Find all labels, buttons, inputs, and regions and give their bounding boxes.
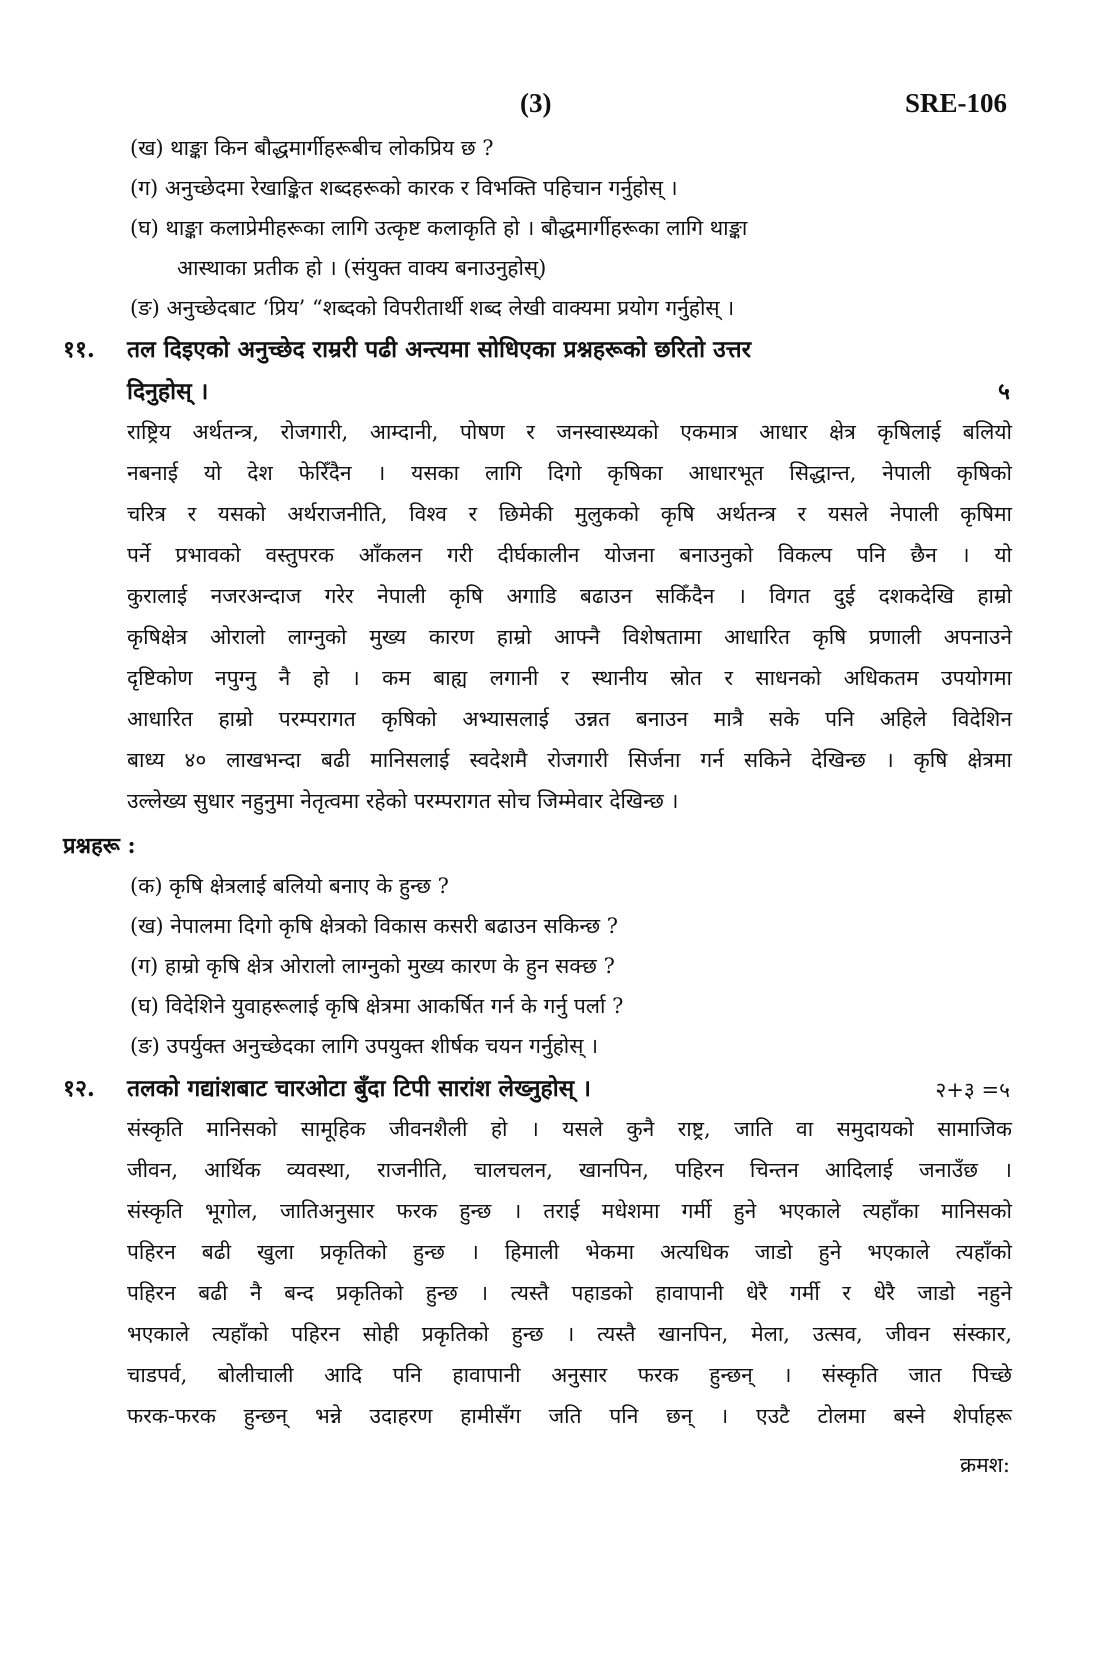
q11-question-ka: (क) कृषि क्षेत्रलाई बलियो बनाए के हुन्छ ? bbox=[130, 874, 449, 898]
continued-note: क्रमश: bbox=[959, 1453, 1010, 1477]
q11-passage-line: कुरालाई नजरअन्दाज गरेर नेपाली कृषि अगाडि बढाउन सकिँदैन । विगत दुई दशकदेखि हाम्रो bbox=[127, 584, 1012, 608]
paper-code: SRE-106 bbox=[904, 88, 1007, 118]
q11-question-kha: (ख) नेपालमा दिगो कृषि क्षेत्रको विकास कसरी बढाउन सकिन्छ ? bbox=[130, 914, 619, 938]
q12-marks: २+३ =५ bbox=[935, 1078, 1010, 1102]
q11-passage-line: कृषिक्षेत्र ओरालो लाग्नुको मुख्य कारण हाम्रो आफ्नै विशेषतामा आधारित कृषि प्रणाली अपनाउने bbox=[127, 625, 1012, 649]
q10-sub-kha: (ख) थाङ्का किन बौद्धमार्गीहरूबीच लोकप्रिय छ ? bbox=[130, 136, 494, 160]
q12-passage-line: चाडपर्व, बोलीचाली आदि पनि हावापानी अनुसार फरक हुन्छन् । संस्कृति जात पिच्छे bbox=[127, 1363, 1012, 1387]
q12-number: १२. bbox=[63, 1075, 95, 1102]
q11-passage-line: आधारित हाम्रो परम्परागत कृषिको अभ्यासलाई उन्नत बनाउन मात्रै सके पनि अहिले विदेशिन bbox=[127, 707, 1012, 731]
q11-question-gha: (घ) विदेशिने युवाहरूलाई कृषि क्षेत्रमा आकर्षित गर्न के गर्नु पर्ला ? bbox=[130, 994, 624, 1018]
q11-passage-line: बाध्य ४० लाखभन्दा बढी मानिसलाई स्वदेशमै रोजगारी सिर्जना गर्न सकिने देखिन्छ । कृषि क्षेत्रमा bbox=[127, 748, 1012, 772]
q11-passage-line: उल्लेख्य सुधार नहुनुमा नेतृत्वमा रहेको परम्परागत सोच जिम्मेवार देखिन्छ । bbox=[127, 789, 679, 813]
q10-sub-gha-cont: आस्थाका प्रतीक हो । (संयुक्त वाक्य बनाउनुहोस्) bbox=[177, 256, 547, 280]
q12-passage-line: संस्कृति भूगोल, जातिअनुसार फरक हुन्छ । तराई मधेशमा गर्मी हुने भएकाले त्यहाँका मानिसको bbox=[127, 1199, 1012, 1223]
page-header bbox=[0, 88, 1103, 128]
q12-passage-line: पहिरन बढी नै बन्द प्रकृतिको हुन्छ । त्यस्तै पहाडको हावापानी धेरै गर्मी र धेरै जाडो नहुने bbox=[127, 1281, 1012, 1305]
q12-passage-line: पहिरन बढी खुला प्रकृतिको हुन्छ । हिमाली भेकमा अत्यधिक जाडो हुने भएकाले त्यहाँको bbox=[127, 1240, 1012, 1264]
q12-passage-line: फरक-फरक हुन्छन् भन्ने उदाहरण हामीसँग जति पनि छन् । एउटै टोलमा बस्ने शेर्पाहरू bbox=[127, 1404, 1012, 1428]
q11-passage-line: चरित्र र यसको अर्थराजनीति, विश्व र छिमेकी मुलुकको कृषि अर्थतन्त्र र यसले नेपाली कृषिमा bbox=[127, 502, 1012, 526]
q12-passage-line: संस्कृति मानिसको सामूहिक जीवनशैली हो । यसले कुनै राष्ट्र, जाति वा समुदायको सामाजिक bbox=[127, 1117, 1012, 1141]
page-number: (3) bbox=[520, 88, 552, 118]
q11-passage-line: राष्ट्रिय अर्थतन्त्र, रोजगारी, आम्दानी, पोषण र जनस्वास्थ्यको एकमात्र आधार क्षेत्र कृषिलाई बलियो bbox=[127, 420, 1012, 444]
q11-marks: ५ bbox=[998, 378, 1010, 405]
q11-title-line2: दिनुहोस् । bbox=[127, 378, 209, 405]
q11-number: ११. bbox=[63, 336, 95, 363]
q11-question-nga: (ङ) उपर्युक्त अनुच्छेदका लागि उपयुक्त शीर्षक चयन गर्नुहोस् । bbox=[130, 1034, 599, 1058]
q11-passage-line: दृष्टिकोण नपुग्नु नै हो । कम बाह्य लगानी र स्थानीय स्रोत र साधनको अधिकतम उपयोगमा bbox=[127, 666, 1012, 690]
q11-passage-line: नबनाई यो देश फेरिँदैन । यसका लागि दिगो कृषिका आधारभूत सिद्धान्त, नेपाली कृषिको bbox=[127, 461, 1012, 485]
q12-passage-line: भएकाले त्यहाँको पहिरन सोही प्रकृतिको हुन्छ । त्यस्तै खानपिन, मेला, उत्सव, जीवन संस्कार, bbox=[127, 1322, 1012, 1346]
q10-sub-ga: (ग) अनुच्छेदमा रेखाङ्कित शब्दहरूको कारक र विभक्ति पहिचान गर्नुहोस् । bbox=[130, 176, 678, 200]
q11-question-ga: (ग) हाम्रो कृषि क्षेत्र ओरालो लाग्नुको मुख्य कारण के हुन सक्छ ? bbox=[130, 954, 615, 978]
q12-passage-line: जीवन, आर्थिक व्यवस्था, राजनीति, चालचलन, खानपिन, पहिरन चिन्तन आदिलाई जनाउँछ । bbox=[127, 1158, 1012, 1182]
q12-title: तलको गद्यांशबाट चारओटा बुँदा टिपी सारांश लेख्नुहोस् । bbox=[127, 1075, 591, 1102]
q10-sub-gha: (घ) थाङ्का कलाप्रेमीहरूका लागि उत्कृष्ट कलाकृति हो । बौद्धमार्गीहरूका लागि थाङ्का bbox=[130, 216, 748, 240]
questions-label: प्रश्नहरू : bbox=[63, 833, 136, 859]
q11-title-line1: तल दिइएको अनुच्छेद राम्ररी पढी अन्त्यमा सोधिएका प्रश्नहरूको छरितो उत्तर bbox=[127, 336, 752, 363]
q10-sub-nga: (ङ) अनुच्छेदबाट ‘प्रिय’ “शब्दको विपरीतार्थी शब्द लेखी वाक्यमा प्रयोग गर्नुहोस् । bbox=[130, 296, 735, 320]
q11-passage-line: पर्ने प्रभावको वस्तुपरक आँकलन गरी दीर्घकालीन योजना बनाउनुको विकल्प पनि छैन । यो bbox=[127, 543, 1012, 567]
